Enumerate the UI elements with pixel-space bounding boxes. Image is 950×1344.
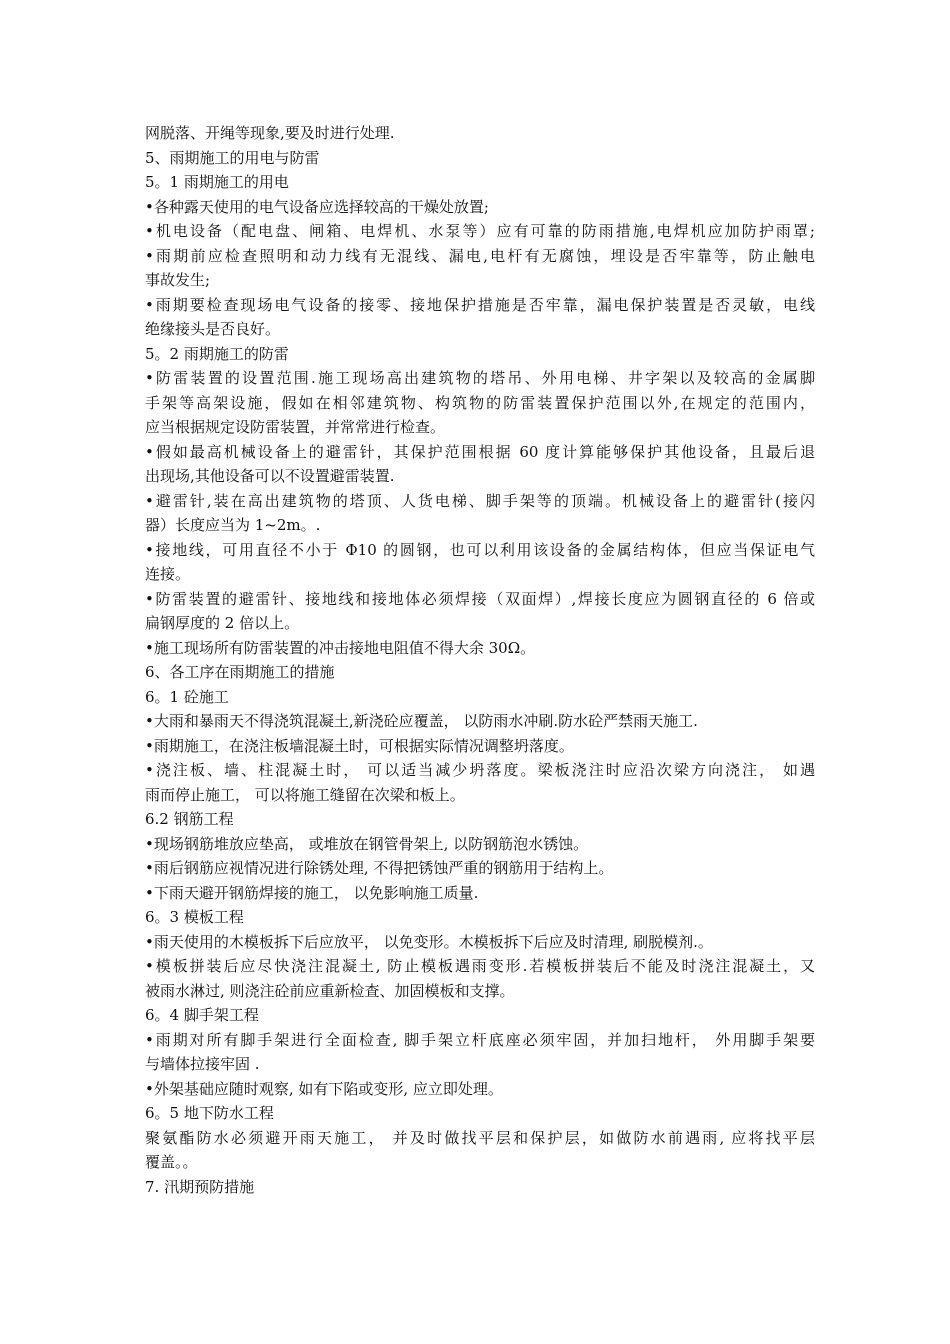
text-line: 覆盖。。 [145,1153,198,1171]
text-line: •雨期前应检查照明和动力线有无混线、漏电,电杆有无腐蚀，埋设是否牢靠等，防止触电 [145,246,815,265]
text-line: 7. 汛期预防措施 [145,1177,255,1196]
text-line: 6、各工序在雨期施工的措施 [145,663,335,681]
text-line: 应当根据规定设防雷装置，并常常进行检查。 [145,418,446,436]
text-line: •假如最高机械设备上的避雷针，其保护范围根据 60 度计算能够保护其他设备，且最后退 [145,442,815,461]
document-body [145,121,815,1199]
text-line: 6。1 砼施工 [145,687,229,706]
text-line: 6。4 脚手架工程 [145,1006,259,1024]
text-line: •雨天使用的木模板拆下后应放平， 以免变形。木模板拆下后应及时清理, 刷脱模剂.。 [145,932,713,951]
text-line: •雨期施工，在浇注板墙混凝土时，可根据实际情况调整坍落度。 [145,736,574,755]
text-line: 与墙体拉接牢固 . [145,1055,260,1073]
text-line: 出现场,其他设备可以不设置避雷装置. [145,467,395,485]
text-line: 网脱落、开绳等现象,要及时进行处理. [145,124,395,142]
text-line: •雨期要检查现场电气设备的接零、接地保护措施是否牢靠，漏电保护装置是否灵敏，电线 [145,295,815,314]
text-line: 事故发生; [145,271,211,289]
text-line: •防雷装置的设置范围.施工现场高出建筑物的塔吊、外用电梯、井字架以及较高的金属脚 [145,369,815,387]
text-line: 6。5 地下防水工程 [145,1104,274,1122]
text-line: 6。3 模板工程 [145,908,244,926]
text-line: 器）长度应当为 1~2m。. [145,516,321,534]
text-line: 5。1 雨期施工的用电 [145,173,289,191]
text-line: 手架等高架设施，假如在相邻建筑物、构筑物的防雷装置保护范围以外,在规定的范围内， [145,393,815,412]
text-line: •浇注板、墙、柱混凝土时， 可以适当减少坍落度。梁板浇注时应沿次梁方向浇注， 如遇 [145,761,815,779]
text-line: 5。2 雨期施工的防雷 [145,344,289,363]
text-line: 被雨水淋过, 则浇注砼前应重新检查、加固模板和支撑。 [145,981,515,1000]
text-line: •现场钢筋堆放应垫高， 或堆放在钢管骨架上, 以防钢筋泡水锈蚀。 [145,834,589,853]
text-line: 聚氨酯防水必须避开雨天施工， 并及时做找平层和保护层，如做防水前遇雨, 应将找平层 [145,1128,815,1147]
text-line: •防雷装置的避雷针、接地线和接地体必须焊接（双面焊）,焊接长度应为圆钢直径的 6 倍或 [145,589,815,608]
text-line: 连接。 [145,565,191,583]
text-line: 雨而停止施工， 可以将施工缝留在次梁和板上。 [145,785,465,804]
text-line: •接地线，可用直径不小于 Φ10 的圆钢，也可以利用该设备的金属结构体，但应当保证电气 [145,540,815,559]
text-line: •各种露天使用的电气设备应选择较高的干燥处放置; [145,197,489,216]
text-line: 5、雨期施工的用电与防雷 [145,148,320,167]
text-line: •模板拼装后应尽快浇注混凝土, 防止模板遇雨变形.若模板拼装后不能及时浇注混凝土，又 [145,957,815,975]
text-line: •大雨和暴雨天不得浇筑混凝土,新浇砼应覆盖， 以防雨水冲刷.防水砼严禁雨天施工. [145,712,698,730]
text-line: 扁钢厚度的 2 倍以上。 [145,614,300,632]
text-line: 绝缘接头是否良好。 [145,320,281,338]
text-line: •外架基础应随时观察, 如有下陷或变形, 应立即处理。 [145,1079,503,1098]
text-line: •雨期对所有脚手架进行全面检查, 脚手架立杆底座必须牢固，并加扫地杆， 外用脚手架要 [145,1030,815,1049]
text-line: 6.2 钢筋工程 [145,810,234,828]
text-line: •避雷针,装在高出建筑物的塔顶、人货电梯、脚手架等的顶端。机械设备上的避雷针(接闪 [145,491,815,510]
text-line: •机电设备（配电盘、闸箱、电焊机、水泵等）应有可靠的防雨措施,电焊机应加防护雨罩; [145,222,815,240]
text-line: •雨后钢筋应视情况进行除锈处理, 不得把锈蚀严重的钢筋用于结构上。 [145,859,614,877]
text-line: •施工现场所有防雷装置的冲击接地电阻值不得大余 30Ω。 [145,638,536,657]
text-line: •下雨天避开钢筋焊接的施工， 以免影响施工质量. [145,883,479,902]
